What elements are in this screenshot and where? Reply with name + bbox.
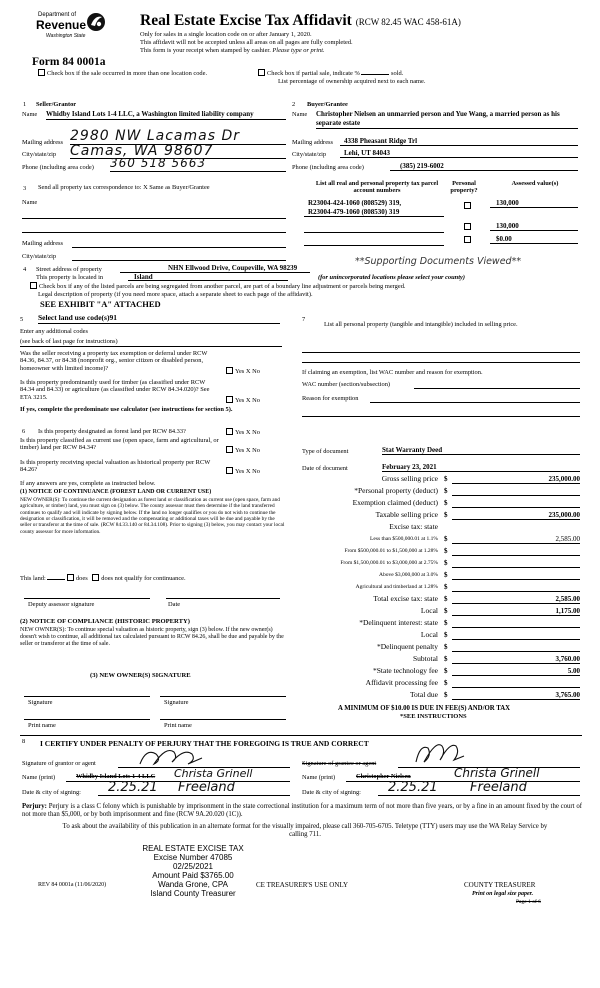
dollar-sign: $	[444, 559, 448, 567]
does-not-label: does not qualify for continuance.	[101, 575, 186, 582]
parcel-value-1[interactable]: 130,000	[490, 199, 578, 208]
header-note2: This affidavit will not be accepted unless all areas on all pages are fully completed.	[140, 39, 353, 46]
dollar-sign: $	[444, 667, 448, 675]
located-label: This property is located in	[36, 274, 104, 281]
parcel-account-line-3	[304, 245, 444, 246]
new-owner-signature-line-1[interactable]	[24, 696, 150, 697]
grantor-handwritten-name: Christa Grinell	[174, 767, 253, 780]
exemption-deduct-value[interactable]	[452, 499, 580, 508]
page-number: Page 1 of 6	[516, 899, 541, 905]
excise-state-label: Excise tax: state	[389, 522, 438, 531]
perjury-text	[22, 803, 582, 819]
grantee-city: Freeland	[470, 780, 527, 795]
correspondence-mailing-label: Mailing address	[22, 240, 63, 247]
stamp-line6: Island County Treasurer	[150, 888, 236, 898]
dollar-sign: $	[444, 607, 448, 615]
doc-date-label: Date of document	[302, 465, 348, 472]
assessed-value-header: Assessed value(s)	[511, 180, 559, 187]
exemption-no[interactable]: X No	[245, 368, 260, 375]
notice2-body: NEW OWNER(S): To continue special valuation as historic property, sign (3) below. If the new owner(s) doesn't wish to continue, all additional tax calculated pursuant to RCW 84.26, shall be due and payable by the seller or transferor at the time of sale.	[20, 627, 284, 647]
current-use-yes: Yes	[235, 447, 245, 454]
land-use-label: Select land use code(s)	[38, 313, 110, 322]
bracket1-label: Less than $500,000.01 at 1.1%	[370, 536, 438, 542]
grantee-signature-icon	[412, 738, 466, 768]
correspondence-text	[38, 184, 210, 191]
dept-line2: Revenue	[36, 18, 87, 32]
seller-phone-label: Phone (including area code)	[22, 164, 94, 171]
forest-answer[interactable]	[226, 428, 260, 436]
seller-name-label: Name	[22, 111, 38, 118]
forest-yes: Yes	[235, 429, 245, 436]
alt-format-text: To ask about the availability of this publication in an alternate format for the visually impaired, please call 360-705-6705. Teletype (TTY) users may use the WA Relay Service by calling 711.	[62, 823, 548, 838]
total-excise-state-value[interactable]: 2,585.00	[452, 595, 580, 604]
land-use-select[interactable]	[38, 314, 280, 324]
local-label: Local	[420, 606, 438, 615]
delinquent-interest-local-value[interactable]	[452, 631, 580, 640]
print-legal-note: Print on legal size paper.	[472, 891, 534, 897]
buyer-mailing-label: Mailing address	[292, 139, 333, 146]
print-name-label-2: Print name	[164, 722, 192, 729]
check-multiple-locations[interactable]	[38, 69, 207, 77]
dollar-sign: $	[444, 691, 448, 699]
correspondence-choice[interactable]: X Same as Buyer/Grantee	[143, 184, 210, 191]
stamp-line1: REAL ESTATE EXCISE TAX	[142, 844, 244, 853]
signature-label-2: Signature	[164, 699, 189, 706]
segregated-label: Check box if any of the listed parcels are being segregated from another parcel, are part of a boundary line adjustment or parcels being merged.	[39, 283, 406, 290]
seller-number: 1	[23, 101, 27, 108]
personal-property-checkbox-3[interactable]	[464, 236, 471, 243]
multi-location-label: Check box if the sale occurred in more than one location code.	[47, 70, 208, 77]
dollar-sign: $	[444, 487, 448, 495]
timber-question: Is this property predominantly used for timber (as classified under RCW 84.34 and 84.33) or agriculture (as classified under RCW 84.34.020)? See ETA 3215.	[20, 379, 210, 401]
dollar-sign: $	[444, 595, 448, 603]
see-back-note: (see back of last page for instructions)	[20, 338, 118, 345]
grantee-name-label: Name (print)	[302, 774, 336, 781]
buyer-name-field[interactable]: Christopher Nielsen an unmarried person and Yue Wang, a married person as his separate estate	[316, 110, 578, 129]
street-label: Street address of property	[36, 266, 102, 273]
located-county-field[interactable]: Island	[128, 273, 288, 281]
see-instructions-note: *SEE INSTRUCTIONS	[400, 713, 467, 720]
grantor-signature-label: Signature of grantor or agent	[22, 760, 96, 767]
bracket3-value[interactable]	[452, 559, 580, 568]
current-use-yes-checkbox[interactable]	[226, 446, 233, 453]
print-name-line-2[interactable]	[160, 719, 286, 720]
forest-yes-checkbox[interactable]	[226, 428, 233, 435]
parcel-value-2[interactable]: 130,000	[490, 222, 578, 231]
historic-yes: Yes	[235, 468, 245, 475]
notice2-heading: (2) NOTICE OF COMPLIANCE (HISTORIC PROPERTY)	[20, 618, 190, 625]
dollar-sign: $	[444, 631, 448, 639]
seller-citystate-field[interactable]: Camas, WA 98607	[70, 143, 286, 159]
parcel-account-line-1	[304, 216, 444, 217]
minimum-fee-note: A MINIMUM OF $10.00 IS DUE IN FEE(S) AND/OR TAX	[338, 705, 511, 712]
parcel-col-header: List all real and personal property tax parcel account numbers	[315, 180, 439, 195]
dollar-sign: $	[444, 619, 448, 627]
this-land-label: This land:	[20, 575, 46, 582]
check-partial-sale[interactable]	[258, 69, 403, 77]
grantee-handwritten-name: Christa Grinell	[454, 766, 540, 780]
personal-property-checkbox-2[interactable]	[464, 223, 471, 230]
stamp-line5: Wanda Grone, CPA	[158, 879, 228, 889]
answer-instruction: If any answers are yes, complete as instructed below.	[20, 480, 156, 487]
segregated-check[interactable]	[30, 282, 406, 290]
revision-number: REV 84 0001a (11/06/2020)	[38, 882, 107, 888]
calculator-note: If yes, complete the predominate use calculator (see instructions for section 5).	[20, 406, 233, 413]
partial-percent-field[interactable]	[361, 69, 389, 75]
agricultural-label: Agricultural and timberland at 1.28%	[355, 584, 438, 590]
deputy-signature-label: Deputy assessor signature	[28, 601, 95, 608]
deputy-date-label: Date	[168, 601, 181, 608]
buyer-citystate-field[interactable]: Lehi, UT 84043	[340, 149, 578, 158]
segregated-checkbox[interactable]	[30, 282, 37, 289]
section7-text: List all personal property (tangible and intangible) included in selling price.	[324, 321, 518, 328]
print-name-line-1[interactable]	[24, 719, 150, 720]
personal-property-header: Personal property?	[450, 180, 478, 195]
processing-fee-value[interactable]	[452, 679, 580, 688]
grantor-date-label: Date & city of signing:	[22, 789, 81, 796]
header-note1: Only for sales in a single location code on or after January 1, 2020.	[140, 31, 312, 38]
dept-line1: Department of	[38, 12, 77, 18]
timber-no[interactable]: X No	[245, 397, 260, 404]
this-land-line	[47, 579, 65, 580]
seller-mailing-field[interactable]: 2980 NW Lacamas Dr	[70, 128, 286, 145]
subtotal-value[interactable]: 3,760.00	[452, 655, 580, 664]
personal-property-line-2[interactable]	[302, 362, 580, 363]
local-value[interactable]: 1,175.00	[452, 607, 580, 616]
additional-codes-field[interactable]	[20, 346, 282, 347]
dollar-sign: $	[444, 583, 448, 591]
buyer-heading: Buyer/Grantee	[307, 101, 348, 108]
personal-property-line-1[interactable]	[302, 352, 580, 353]
form-number: Form 84 0001a	[32, 56, 106, 68]
perjury-label: Perjury:	[22, 803, 47, 810]
doc-type-field[interactable]: Stat Warranty Deed	[382, 446, 580, 455]
deputy-date-line[interactable]	[166, 598, 280, 599]
section6-number: 6	[22, 428, 26, 435]
processing-fee-label: Affidavit processing fee	[365, 678, 438, 687]
wac-number-field[interactable]	[414, 388, 580, 389]
multi-location-checkbox[interactable]	[38, 69, 45, 76]
taxable-price-value[interactable]: 235,000.00	[452, 511, 580, 520]
parcel-account-2[interactable]: R23004-479-1060 (808530) 319	[308, 208, 400, 216]
grantee-date-label: Date & city of signing:	[302, 789, 361, 796]
grantee-date: 2.25.21	[388, 780, 438, 795]
rcw-reference: (RCW 82.45 WAC 458-61A)	[355, 17, 461, 27]
seller-heading: Seller/Grantor	[36, 101, 77, 108]
correspondence-name-field-2[interactable]	[22, 232, 286, 233]
bracket2-value[interactable]	[452, 547, 580, 556]
personal-property-deduct-label: *Personal property (deduct)	[354, 486, 438, 495]
dollar-sign: $	[444, 679, 448, 687]
list-percentage-note: List percentage of ownership acquired next to each name.	[278, 78, 426, 85]
land-continuance[interactable]	[20, 574, 186, 582]
correspondence-name-label: Name	[22, 199, 38, 206]
bracket2-label: From $500,000.01 to $1,500,000 at 1.28%	[344, 548, 438, 554]
bracket1-value[interactable]: 2,585.00	[452, 535, 580, 544]
header-note3-italic: Please type or print.	[272, 47, 325, 54]
dollar-sign: $	[444, 499, 448, 507]
supporting-docs-stamp: **Supporting Documents Viewed**	[355, 256, 522, 267]
wac-number-label: WAC number (section/subsection)	[302, 381, 391, 388]
buyer-name-label: Name	[292, 111, 308, 118]
header-note3	[140, 47, 325, 54]
form-title-text: Real Estate Excise Tax Affidavit	[140, 12, 352, 29]
legal-description-label: Legal description of property (if you need more space, attach a separate sheet to each page of the affidavit).	[38, 291, 313, 298]
exemption-deduct-label: Exemption claimed (deduct)	[352, 498, 438, 507]
print-name-label-1: Print name	[28, 722, 56, 729]
delinquent-interest-local-label: Local	[420, 630, 438, 639]
doc-type-label: Type of document	[302, 448, 349, 455]
bracket4-label: Above $3,000,000 at 3.0%	[379, 572, 438, 578]
section7-number: 7	[302, 316, 306, 323]
dollar-sign: $	[444, 643, 448, 651]
dollar-sign: $	[444, 547, 448, 555]
does-label: does	[75, 575, 88, 582]
correspondence-citystate-label: City/state/zip	[22, 253, 57, 260]
perjury-body: Perjury is a class C felony which is punishable by imprisonment in the state correctional institution for a maximum term of not more than five years, or by a fine in an amount fixed by the court of not more than $5,000, or by both imprisonment and fine (RCW 9A.20.020 (1C)).	[22, 803, 582, 818]
parcel-value-3[interactable]: $0.00	[490, 235, 578, 244]
grantee-name-field[interactable]	[346, 766, 580, 782]
total-excise-state-label: Total excise tax: state	[373, 594, 438, 603]
legal-description-field[interactable]: SEE EXHIBIT "A" ATTACHED	[40, 299, 161, 309]
seller-mailing-label: Mailing address	[22, 139, 63, 146]
delinquent-penalty-label: *Delinquent penalty	[376, 642, 438, 651]
receipt-stamp	[128, 845, 258, 899]
street-address-field[interactable]: NHN Ellwood Drive, Coupeville, WA 98239	[120, 264, 310, 273]
historic-question: Is this property receiving special valuation as historical property per RCW 84.26?	[20, 459, 211, 474]
current-use-no[interactable]: X No	[245, 447, 260, 454]
buyer-mailing-field[interactable]: 4338 Pheasant Ridge Trl	[340, 137, 578, 146]
exemption-yes-checkbox[interactable]	[226, 367, 233, 374]
notice1-body: NEW OWNER(S): To continue the current designation as forest land or classification as current use (open space, farm and agriculture, or timber) land, you must sign on (3) below. The county assessor must then determine if the land transferred continues to qualify and will indicate by signing below. If the land no longer qualifies or you do not wish to continue the designation or classification, it will be removed and the compensating or additional taxes will be due and payable by the seller or transferor at the time of sale. (RCW 84.33.140 or 84.34.108). Prior to signing (3) below, you may contact your local county assessor for more information.	[20, 497, 285, 535]
land-use-code: 91	[109, 313, 117, 322]
new-owner-signature-line-2[interactable]	[160, 696, 286, 697]
additional-codes-label: Enter any additional codes	[20, 328, 88, 335]
grantee-printed-name: Christopher Nielsen	[356, 773, 411, 780]
seller-citystate-label: City/state/zip	[22, 151, 57, 158]
timber-answer[interactable]	[226, 396, 260, 404]
partial-sold-label: sold.	[391, 70, 404, 77]
technology-fee-label: *State technology fee	[373, 666, 438, 675]
parcel-account-line-2	[304, 232, 444, 233]
does-not-checkbox[interactable]	[92, 574, 99, 581]
gross-price-value[interactable]: 235,000.00	[452, 475, 580, 484]
does-checkbox[interactable]	[67, 574, 74, 581]
dollar-sign: $	[444, 535, 448, 543]
stamp-line4: Amount Paid $3765.00	[152, 870, 234, 880]
grantor-name-label: Name (print)	[22, 774, 56, 781]
forest-no[interactable]: X No	[245, 429, 260, 436]
reason-exemption-line-2[interactable]	[302, 416, 580, 417]
delinquent-penalty-value[interactable]	[452, 643, 580, 652]
dept-line3: Washington State	[46, 33, 86, 39]
exemption-answer[interactable]	[226, 367, 260, 375]
header-note3-text: This form is your receipt when stamped by cashier.	[140, 47, 271, 54]
section8-divider	[20, 735, 582, 736]
certify-statement: I CERTIFY UNDER PENALTY OF PERJURY THAT THE FOREGOING IS TRUE AND CORRECT	[40, 739, 369, 748]
dollar-sign: $	[444, 571, 448, 579]
technology-fee-value[interactable]: 5.00	[452, 667, 580, 676]
grantor-date: 2.25.21	[108, 780, 158, 795]
agricultural-value[interactable]	[452, 583, 580, 592]
partial-sale-checkbox[interactable]	[258, 69, 265, 76]
partial-sale-label: Check box if partial sale, indicate %	[267, 70, 360, 77]
total-due-label: Total due	[409, 690, 438, 699]
correspondence-mailing-field[interactable]	[72, 247, 286, 248]
gross-price-label: Gross selling price	[381, 474, 438, 483]
exemption-claim-note: If claiming an exemption, list WAC number and reason for exemption.	[302, 369, 483, 376]
located-note: (for unincorporated locations please select your county)	[318, 274, 465, 281]
buyer-phone-field[interactable]: (385) 219-6002	[390, 162, 578, 171]
treasurer-use-label: CE TREASURER'S USE ONLY	[256, 881, 349, 889]
correspondence-name-field[interactable]	[22, 218, 286, 219]
grantor-printed-name: Whidby Island Lots 1-4 LLC	[76, 773, 156, 780]
reason-exemption-field[interactable]	[370, 402, 580, 403]
stamp-line3: 02/25/2021	[172, 861, 214, 871]
exemption-yes: Yes	[235, 368, 245, 375]
buyer-phone-label: Phone (including area code)	[292, 164, 364, 171]
seller-phone-field[interactable]: 360 518 5663	[110, 157, 286, 172]
dollar-sign: $	[444, 655, 448, 663]
buyer-citystate-label: City/state/zip	[292, 151, 327, 158]
parcel-account-1[interactable]: R23004-424-1060 (808529) 319,	[308, 199, 402, 207]
signature-label-1: Signature	[28, 699, 53, 706]
delinquent-interest-state-value[interactable]	[452, 619, 580, 628]
deputy-signature-line[interactable]	[24, 598, 150, 599]
current-use-answer[interactable]	[226, 446, 260, 454]
section5-number: 5	[20, 316, 24, 323]
grantor-date-field[interactable]	[98, 780, 290, 796]
bracket4-value[interactable]	[452, 571, 580, 580]
total-due-value[interactable]: 3,765.00	[452, 691, 580, 700]
historic-no[interactable]: X No	[245, 468, 260, 475]
personal-property-checkbox-1[interactable]	[464, 202, 471, 209]
historic-answer[interactable]	[226, 467, 260, 475]
dollar-sign: $	[444, 475, 448, 483]
correspondence-label: Send all property tax correspondence to:	[38, 184, 142, 191]
dor-logo	[36, 10, 106, 44]
dor-logo-icon	[86, 11, 106, 33]
grantee-date-field[interactable]	[378, 780, 580, 796]
seller-name-field[interactable]: Whidby Island Lots 1-4 LLC, a Washington limited liability company	[46, 110, 286, 120]
timber-yes-checkbox[interactable]	[226, 396, 233, 403]
timber-yes: Yes	[235, 397, 245, 404]
dollar-sign: $	[444, 511, 448, 519]
grantee-signature-label: Signature of grantee or agent	[302, 760, 377, 767]
grantor-city: Freeland	[178, 780, 235, 795]
delinquent-interest-state-label: *Delinquent interest: state	[359, 618, 438, 627]
notice1-heading: (1) NOTICE OF CONTINUANCE (FOREST LAND OR CURRENT USE)	[20, 489, 212, 495]
correspondence-number: 3	[23, 185, 27, 192]
notice3-heading: (3) NEW OWNER(S) SIGNATURE	[90, 672, 191, 679]
stamp-line2: Excise Number 47085	[153, 852, 233, 862]
buyer-number: 2	[292, 101, 296, 108]
exemption-question: Was the seller receiving a property tax exemption or deferral under RCW 84.36, 84.37, or 84.38 (nonprofit org., senior citizen or disabled person, homeowner with limited income)?	[20, 350, 208, 372]
current-use-question: Is this property classified as current use (open space, farm and agricultural, or timber) land per RCW 84.34?	[20, 437, 219, 452]
taxable-price-label: Taxable selling price	[375, 510, 438, 519]
reason-exemption-label: Reason for exemption	[302, 395, 359, 402]
property-number: 4	[23, 266, 27, 273]
bracket3-label: From $1,500,000.01 to $3,000,000 at 2.75%	[340, 560, 438, 566]
county-treasurer-label: COUNTY TREASURER	[464, 881, 536, 889]
form-title	[140, 12, 461, 30]
section8-number: 8	[22, 738, 26, 745]
forest-question: Is this property designated as forest land per RCW 84.33?	[38, 428, 186, 435]
subtotal-label: Subtotal	[412, 654, 438, 663]
correspondence-citystate-field[interactable]	[72, 260, 286, 261]
doc-date-field[interactable]: February 23, 2021	[382, 463, 580, 472]
personal-property-deduct-value[interactable]	[452, 487, 580, 496]
historic-yes-checkbox[interactable]	[226, 467, 233, 474]
